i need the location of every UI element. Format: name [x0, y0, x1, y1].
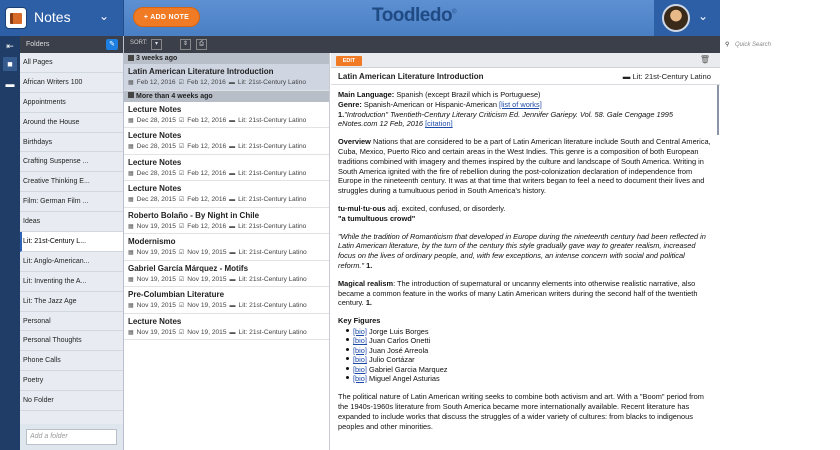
key-figures-list: [346, 327, 712, 383]
edit-date-icon: ☑: [178, 276, 185, 283]
folder-item[interactable]: Birthdays: [20, 133, 123, 153]
sort-label: SORT:: [130, 40, 148, 46]
bio-link[interactable]: [bio]: [353, 355, 367, 365]
folder-icon: ▬: [229, 117, 236, 124]
detail-toolbar: [331, 53, 720, 68]
note-list-item[interactable]: [124, 287, 329, 314]
note-item-meta: ▦ Feb 12, 2016 ☑ Feb 12, 2016 ▬ Lit: 21st-Century Latino: [128, 79, 306, 86]
folder-icon: ▬: [229, 170, 236, 177]
calendar-icon: ▦: [128, 250, 134, 256]
app-title: Notes: [34, 9, 71, 25]
edit-date-icon: ☑: [178, 80, 184, 86]
note-item-title: Modernismo: [128, 237, 176, 246]
chevron-down-icon[interactable]: ⌄: [698, 9, 709, 23]
quick-search-input[interactable]: ⚲ Quick Search: [722, 40, 840, 50]
edit-date-icon: ☑: [178, 197, 185, 203]
edit-folders-pencil-icon[interactable]: ✎: [106, 39, 118, 50]
folder-icon: ▬: [229, 250, 236, 256]
note-item-title: Lecture Notes: [128, 316, 182, 326]
note-title: Latin American Literature Introduction: [338, 72, 484, 81]
folder-icon: ▬: [229, 197, 236, 203]
note-list-item[interactable]: [124, 102, 329, 129]
scrollbar[interactable]: [717, 85, 719, 135]
top-header: [0, 0, 720, 36]
note-body: Main Language: Spanish (except Brazil which is Portuguese) Genre: Spanish-American or Hispanic-American [list of works] 1."Introduction" Twentieth-Century Literary Criticism Ed. Jennifer Gariepy. Vol. 58. Gale Cengage 1995 eNotes.com 12 Feb, 2016 [citation] Overview Nations that are considered to be a part of Latin American literature include South and Central America, Cuba, Mexico, Puerto Rico and certain areas in the West Indies. This genre is a composition of both European traditions combined with imagery and themes inspired by the culture and landscape of South America. Writing in South America ignited with the fire of rebellion during the post-colonization declaration of independence from Europe in the nineteenth century. It was at that time that writers began to feel a need to document their lives and struggles during a tumultuous period in South America's history. tu·mul·tu·ous adj. excited, confused, or disorderly. "a tumultuous crowd" "While the tradition of Romanticism that developed in Europe during the nineteenth century had been reflected in Latin American literature, by the turn of the century this style gradually gave way to greater realism, increased focus on the lives of ordinary people, and, with few exceptions, an intense concern with social and political reform." 1. Magical realism: The introduction of supernatural or uncanny elements into otherwise realistic narrative, also became a common feature in the works of many Latin American writers during the second half of the twentieth century. 1. Key Figures [bio] Jorge Luis Borges [bio] Juan Carlos Onetti [bio] Juan José Arreola [bio] Julio Cortázar [bio] Gabriel Garcia Marquez [bio] Miguel Angel Asturias The political nature of Latin American writing seeks to combine both activism and art. With a "Boom" period from the 1940s-1960s literature from South America became more internationally available. Recent literature has expanded to include works that discuss the struggles of a wider variety of cultures: from blacks to indigenous peoples and other minorities.: [338, 90, 711, 431]
note-item-meta: ▦ Nov 19, 2015 ☑ Nov 19, 2015 ▬ Lit: 21st-Century Latino: [128, 302, 307, 309]
search-icon: ⚲: [725, 42, 730, 48]
note-item-meta: ▦ Nov 19, 2015 ☑ Feb 12, 2016 ▬ Lit: 21st-Century Latino: [128, 222, 307, 230]
folder-item[interactable]: Crafting Suspense ...: [20, 152, 123, 172]
note-list-item[interactable]: [124, 181, 329, 208]
add-folder-area: [20, 424, 123, 450]
edit-date-icon: ☑: [178, 329, 185, 336]
folder-item[interactable]: African Writers 100: [20, 73, 123, 93]
key-figure-item: [bio] Miguel Angel Asturias: [346, 374, 712, 383]
group-header: More than 4 weeks ago: [124, 91, 329, 102]
app-switcher[interactable]: [0, 0, 124, 36]
edit-button[interactable]: EDIT: [336, 56, 362, 66]
calendar-icon: ▦: [128, 144, 134, 150]
note-item-meta: ▦ Nov 19, 2015 ☑ Nov 19, 2015 ▬ Lit: 21st-Century Latino: [128, 328, 307, 336]
citation-link[interactable]: [citation]: [425, 119, 453, 129]
key-figure-item: [bio] Juan José Arreola: [346, 346, 712, 355]
folder-icon: ▬: [229, 303, 236, 309]
note-item-meta: ▦ Dec 28, 2015 ☑ Feb 12, 2016 ▬ Lit: 21st-Century Latino: [128, 169, 307, 177]
folder-icon[interactable]: ▬: [5, 79, 15, 89]
folder-item[interactable]: Personal: [20, 312, 123, 332]
note-item-title: Roberto Bolaño - By Night in Chile: [128, 210, 260, 220]
note-item-title: Lecture Notes: [128, 131, 182, 140]
note-item-meta: ▦ Dec 28, 2015 ☑ Feb 12, 2016 ▬ Lit: 21st-Century Latino: [128, 196, 307, 203]
reorder-icon[interactable]: ⇕: [180, 39, 191, 50]
note-list-item[interactable]: [124, 314, 329, 341]
note-list: [124, 53, 330, 450]
trash-icon[interactable]: 🗑: [699, 55, 710, 64]
collapse-group-icon[interactable]: [128, 92, 134, 98]
chevron-down-icon[interactable]: ⌄: [99, 9, 110, 23]
calendar-icon: ▦: [128, 170, 134, 177]
edit-date-icon: ☑: [178, 250, 185, 256]
folder-icon: ▬: [229, 329, 236, 336]
note-list-item[interactable]: [124, 208, 329, 235]
folder-item[interactable]: Ideas: [20, 212, 123, 232]
note-list-item[interactable]: [124, 234, 329, 261]
note-list-item[interactable]: [124, 261, 329, 288]
folder-icon: ▬: [622, 72, 631, 81]
note-item-meta: ▦ Nov 19, 2015 ☑ Nov 19, 2015 ▬ Lit: 21st-Century Latino: [128, 249, 307, 256]
folder-item[interactable]: Lit: Anglo-American...: [20, 252, 123, 272]
folder-list: [20, 53, 123, 411]
note-item-meta: ▦ Dec 28, 2015 ☑ Feb 12, 2016 ▬ Lit: 21st-Century Latino: [128, 116, 307, 124]
edit-date-icon: ☑: [178, 223, 185, 230]
icon-rail: [0, 36, 20, 450]
folder-item[interactable]: Lit: The Jazz Age: [20, 292, 123, 312]
group-header: 3 weeks ago: [124, 53, 329, 64]
avatar[interactable]: [662, 4, 690, 32]
key-figure-item: [bio] Jorge Luis Borges: [346, 327, 712, 336]
collapse-icon[interactable]: ⇤: [6, 41, 14, 51]
calendar-icon: ▦: [128, 303, 134, 309]
folder-panel: [20, 36, 124, 450]
note-item-title: Latin American Literature Introduction: [128, 67, 274, 76]
folder-item[interactable]: Film: German Film ...: [20, 192, 123, 212]
folder-item[interactable]: Poetry: [20, 371, 123, 391]
folder-item[interactable]: Lit: Inventing the A...: [20, 272, 123, 292]
detail-title-row: [331, 68, 720, 85]
list-of-works-link[interactable]: [list of works]: [499, 99, 542, 109]
note-item-meta: ▦ Dec 28, 2015 ☑ Feb 12, 2016 ▬ Lit: 21st-Century Latino: [128, 143, 307, 150]
calendar-icon: ▦: [128, 276, 134, 283]
edit-date-icon: ☑: [178, 303, 185, 309]
folder-item[interactable]: Personal Thoughts: [20, 331, 123, 351]
calendar-icon: ▦: [128, 197, 134, 203]
add-folder-input[interactable]: Add a folder: [26, 429, 117, 445]
folder-item[interactable]: Around the House: [20, 113, 123, 133]
logo[interactable]: Toodledo®: [372, 5, 456, 26]
edit-date-icon: ☑: [178, 144, 185, 150]
calendar-icon: ▦: [128, 329, 134, 336]
list-toolbar: [124, 36, 772, 53]
add-note-button[interactable]: + ADD NOTE: [133, 7, 200, 27]
folder-item[interactable]: Lit: 21st-Century L...: [20, 232, 123, 252]
note-detail: [331, 53, 720, 450]
calendar-icon: ▦: [128, 117, 134, 124]
folder-item[interactable]: No Folder: [20, 391, 123, 411]
folder-icon: ▬: [228, 80, 235, 86]
key-figure-item: [bio] Juan Carlos Onetti: [346, 336, 712, 345]
note-folder: ▬ Lit: 21st-Century Latino: [622, 72, 711, 81]
note-item-title: Lecture Notes: [128, 157, 182, 167]
note-item-title: Lecture Notes: [128, 104, 182, 114]
bio-link[interactable]: [bio]: [353, 373, 367, 383]
folder-item[interactable]: Creative Thinking E...: [20, 172, 123, 192]
folder-icon: ▬: [229, 276, 236, 283]
folder-item[interactable]: All Pages: [20, 53, 123, 73]
note-list-item[interactable]: [124, 128, 329, 155]
bio-link[interactable]: [bio]: [353, 326, 367, 336]
note-list-item[interactable]: [124, 64, 329, 91]
folder-item[interactable]: Phone Calls: [20, 351, 123, 371]
collapse-group-icon[interactable]: [128, 55, 134, 61]
note-item-title: Pre-Columbian Literature: [128, 290, 225, 299]
calendar-icon: ▦: [128, 223, 134, 230]
bio-link[interactable]: [bio]: [353, 345, 367, 355]
bio-link[interactable]: [bio]: [353, 336, 367, 346]
key-figure-item: [bio] Gabriel Garcia Marquez: [346, 365, 712, 374]
sort-dropdown[interactable]: ▾: [151, 39, 162, 50]
print-icon[interactable]: ⎙: [196, 39, 207, 50]
note-item-title: Lecture Notes: [128, 184, 182, 193]
bio-link[interactable]: [bio]: [353, 364, 367, 374]
folder-icon: ▬: [229, 144, 236, 150]
notebook-app-icon: [5, 7, 27, 29]
edit-date-icon: ☑: [178, 117, 185, 124]
note-item-title: Gabriel García Márquez - Motifs: [128, 263, 249, 273]
notebook-icon[interactable]: ■: [3, 57, 17, 71]
folder-item[interactable]: Appointments: [20, 93, 123, 113]
edit-date-icon: ☑: [178, 170, 185, 177]
key-figure-item: [bio] Julio Cortázar: [346, 355, 712, 364]
account-menu[interactable]: [654, 0, 720, 36]
note-item-meta: ▦ Nov 19, 2015 ☑ Nov 19, 2015 ▬ Lit: 21st-Century Latino: [128, 275, 307, 283]
note-list-item[interactable]: [124, 155, 329, 182]
folders-header: Folders ✎: [20, 36, 123, 53]
calendar-icon: ▦: [128, 80, 134, 86]
folder-icon: ▬: [229, 223, 236, 230]
